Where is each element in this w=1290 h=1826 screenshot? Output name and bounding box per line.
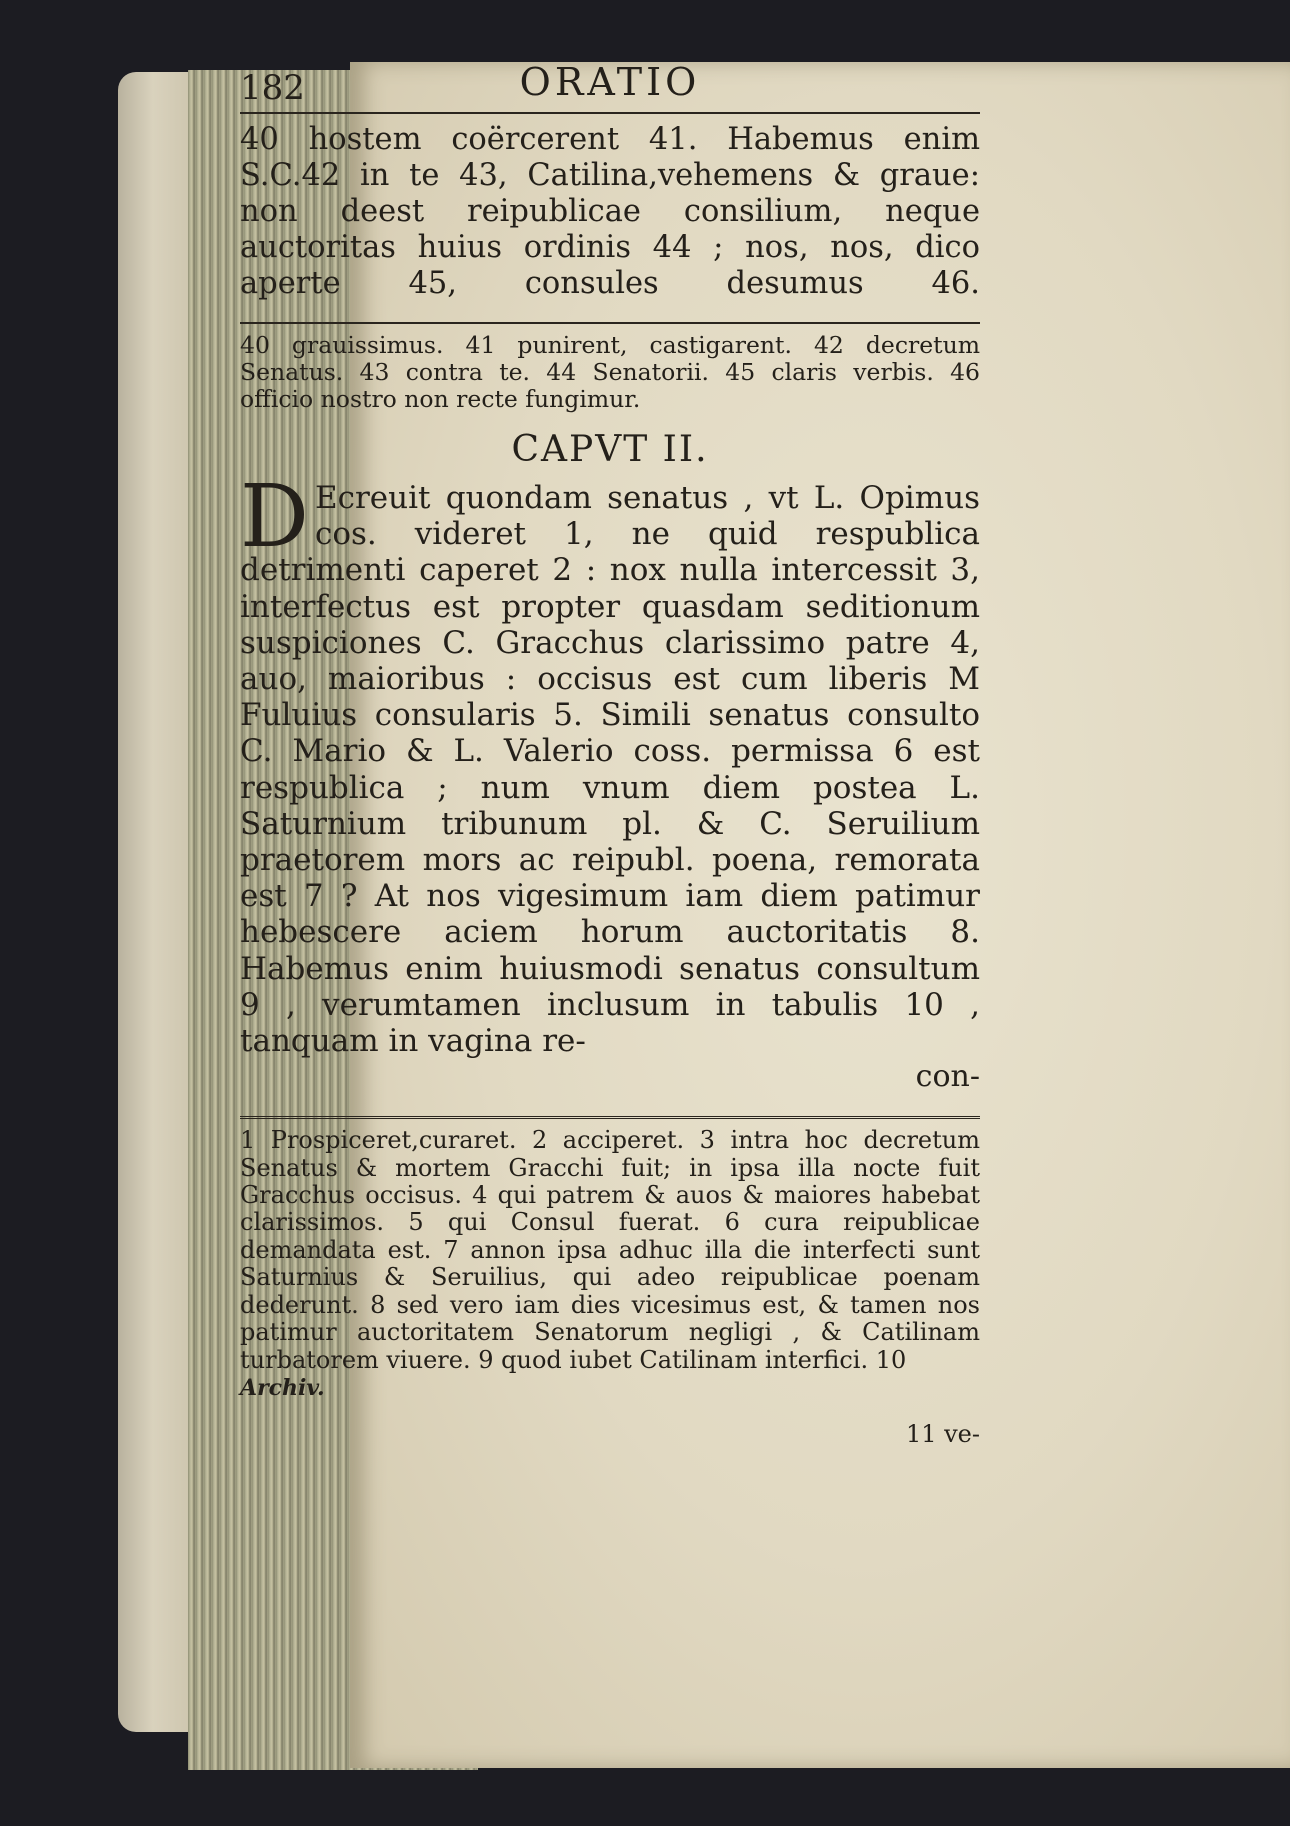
footnotes-2 [240,1127,980,1402]
body-paragraph: Ecreuit quondam senatus , vt L. Opimus cos. videret 1, ne quid respublica detrimenti caperet 2 : nox nulla intercessit 3, interfectus est propter quasdam seditionum suspiciones C. Gracchus clarissimo patre 4, auo, maioribus : occisus est cum liberis M Fuluius consularis 5. Simili senatus consulto C. Mario & L. Valerio coss. permissa 6 est respublica ; num vnum diem postea L. Saturnium tribunum pl. & C. Seruilium praetorem mors ac reipubl. poena, remorata est 7 ? At nos vigesimum iam diem patimur hebescere aciem horum auctoritatis 8. Habemus enim huiusmodi senatus consultum 9 , verumtamen inclusum in tabulis 10 , tanquam in vagina re- [240,480,980,1060]
main-text: 40 hostem coërcerent 41. Habemus enim S.C.42 in te 43, Catilina,vehemens & graue: non deest reipublicae consilium, neque auctoritas huius ordinis 44 ; nos, nos, dico aperte 45, consules desumus 46. [240,122,980,301]
page-content [240,54,980,1448]
signature-mark: Archiv. [240,1374,325,1401]
page-header [240,54,980,108]
notes-rule [240,322,980,324]
catchword-2: 11 ve- [905,1420,980,1449]
footnotes-2-text: 1 Prospiceret,curaret. 2 acciperet. 3 intra hoc decretum Senatus & mortem Gracchi fuit; in ipsa illa nocte fuit Gracchus occisus. 4 qui patrem & auos & maiores habebat clarissimos. 5 qui Consul fuerat. 6 cura reipublicae demandata est. 7 annon ipsa adhuc illa die interfecti sunt Saturnius & Seruilius, qui adeo reipublicae poenam dederunt. 8 sed vero iam dies vicesimus est, & tamen nos patimur auctoritatem Senatorum negligi , & Catilinam turbatorem viuere. 9 quod iubet Catilinam interfici. 10 [240,1126,980,1374]
page-number: 182 [240,68,305,108]
footnotes-1: 40 grauissimus. 41 punirent, castigarent. 42 decretum Senatus. 43 contra te. 44 Senatorii. 45 claris verbis. 46 officio nostro non recte fungimur. [240,331,980,413]
chapter-heading: CAPVT II. [511,429,709,470]
catchword: con- [915,1059,980,1095]
header-rule [240,112,980,114]
body-text [240,467,980,1060]
running-title: ORATIO [519,60,701,104]
drop-cap: D [240,467,309,567]
notes-rule-2 [240,1116,980,1119]
